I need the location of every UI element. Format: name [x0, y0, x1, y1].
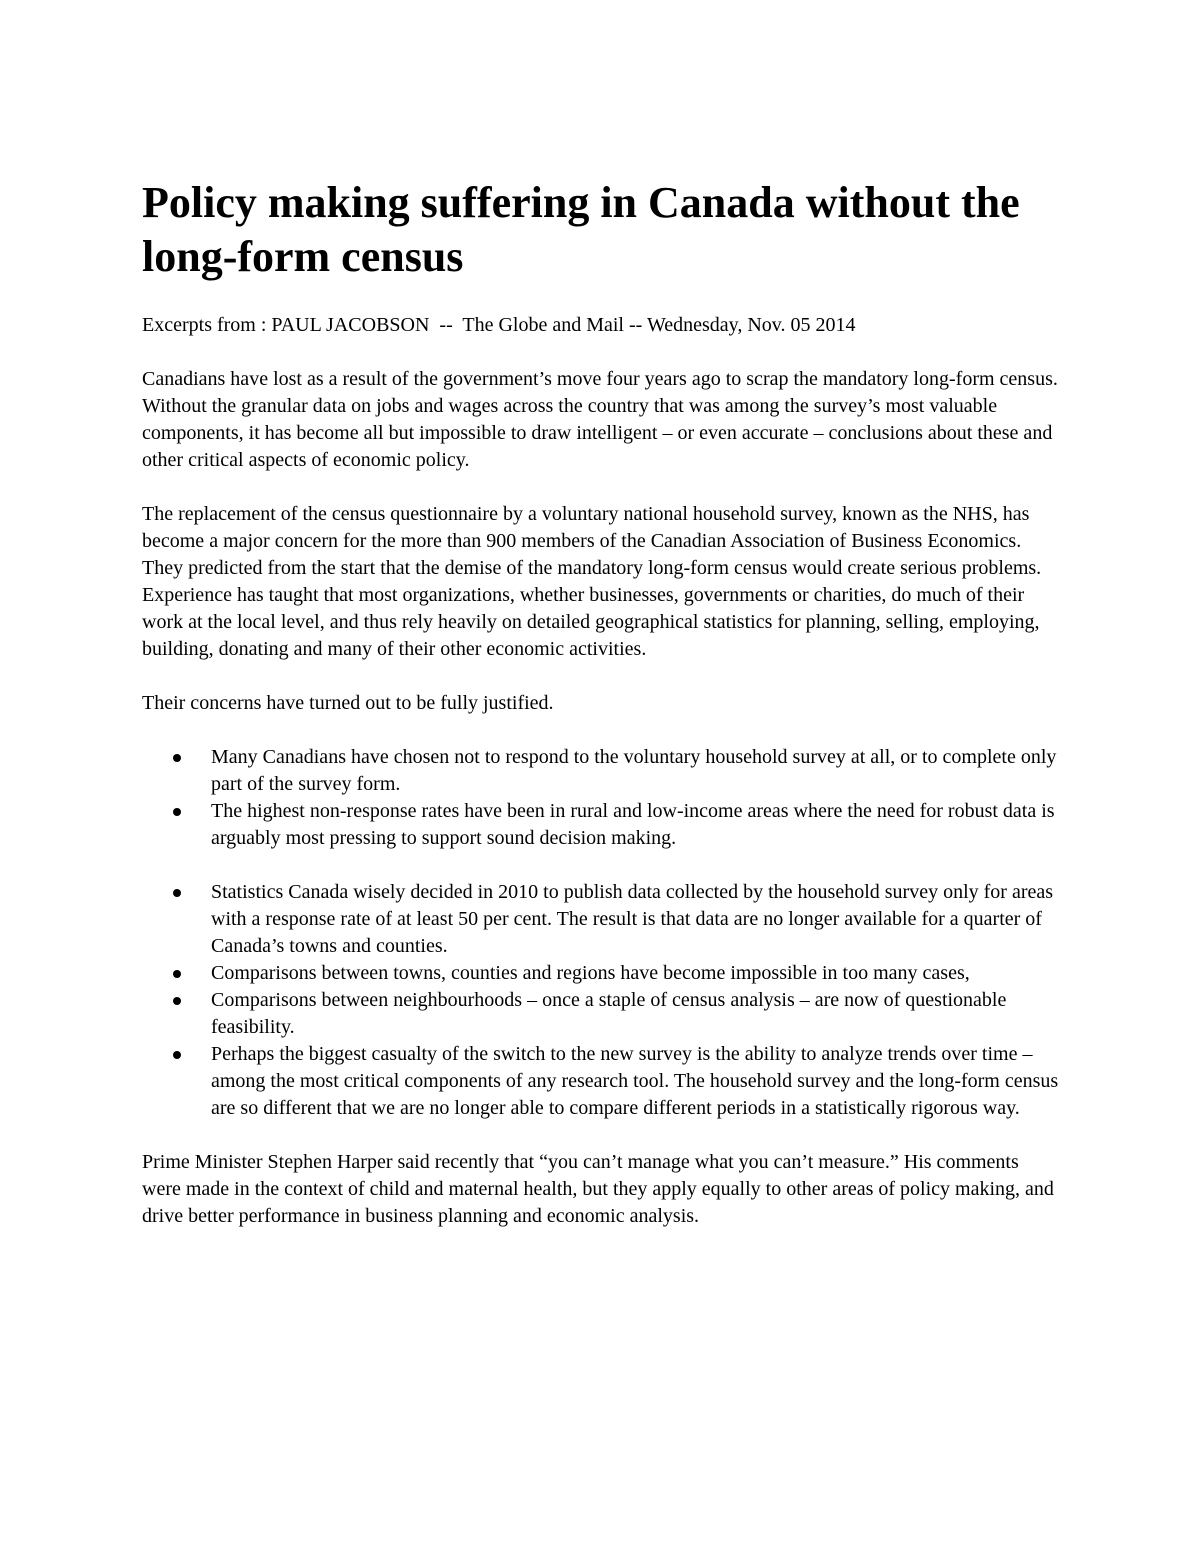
bullet-icon: [173, 970, 181, 978]
paragraph-2: The replacement of the census questionnaire by a voluntary national household survey, known as the NHS, has become a major concern for the more than 900 members of the Canadian Association of Business Economics. They predicted from the start that the demise of the mandatory long-form census would create serious problems. Experience has taught that most organizations, whether businesses, governments or charities, do much of their work at the local level, and thus rely heavily on detailed geographical statistics for planning, selling, employing, building, donating and many of their other economic activities.: [142, 503, 1042, 660]
paragraph-3: Their concerns have turned out to be fully justified.: [142, 692, 554, 714]
list-item-text: The highest non-response rates have been in rural and low-income areas where the need for robust data is arguably most pressing to support sound decision making.: [211, 800, 1055, 849]
bullet-icon: [173, 997, 181, 1005]
list-item-text: Many Canadians have chosen not to respond to the voluntary household survey at all, or to complete only part of the survey form.: [211, 746, 1057, 795]
article-byline: Excerpts from : PAUL JACOBSON -- The Globe and Mail -- Wednesday, Nov. 05 2014: [142, 314, 856, 336]
bullet-icon: [173, 1051, 181, 1059]
list-item: [142, 879, 1060, 960]
list-item-text: Perhaps the biggest casualty of the switch to the new survey is the ability to analyze trends over time – among the most critical components of any research tool. The household survey and the long-form census are so different that we are no longer able to compare different periods in a statistically rigorous way.: [211, 1043, 1059, 1119]
closing-paragraph: Prime Minister Stephen Harper said recently that “you can’t manage what you can’t measure.” His comments were made in the context of child and maternal health, but they apply equally to other areas of policy making, and drive better performance in business planning and economic analysis.: [142, 1151, 1054, 1227]
document-page: [142, 176, 1060, 1257]
list-item: [142, 960, 1060, 987]
bullet-icon: [173, 889, 181, 897]
list-item-text: Comparisons between towns, counties and regions have become impossible in too many cases,: [211, 962, 970, 984]
list-item-text: Comparisons between neighbourhoods – once a staple of census analysis – are now of questionable feasibility.: [211, 989, 1007, 1038]
list-item-text: Statistics Canada wisely decided in 2010 to publish data collected by the household survey only for areas with a response rate of at least 50 per cent. The result is that data are no longer available for a quarter of Canada’s towns and counties.: [211, 881, 1054, 957]
bullet-icon: [173, 754, 181, 762]
bullet-icon: [173, 808, 181, 816]
article-title: Policy making suffering in Canada without the long-form census: [142, 178, 1020, 281]
list-item: [142, 987, 1060, 1041]
list-item: [142, 798, 1060, 852]
list-item: [142, 1041, 1060, 1122]
bullet-list: [142, 744, 1060, 1122]
paragraph-1: Canadians have lost as a result of the government’s move four years ago to scrap the mandatory long-form census. Without the granular data on jobs and wages across the country that was among the survey’s most valuable components, it has become all but impossible to draw intelligent – or even accurate – conclusions about these and other critical aspects of economic policy.: [142, 368, 1058, 471]
list-item: [142, 744, 1060, 798]
